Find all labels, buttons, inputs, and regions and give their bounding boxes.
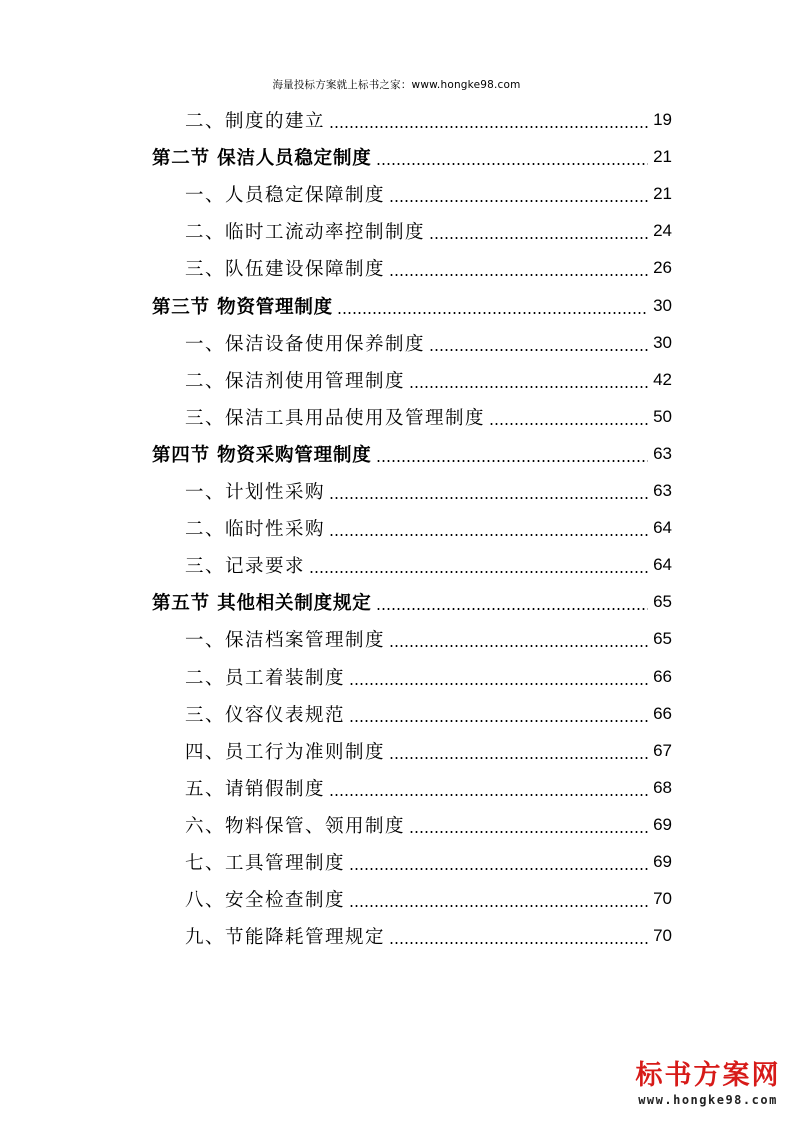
watermark-url: www.hongke98.com xyxy=(638,1093,778,1107)
toc-section-entry[interactable] xyxy=(0,436,672,472)
toc-subsection-entry[interactable] xyxy=(0,176,672,212)
toc-entry-title: 二、员工着装制度 xyxy=(185,667,346,689)
toc-entry-title: 二、制度的建立 xyxy=(185,111,326,132)
toc-subsection-entry[interactable] xyxy=(0,659,672,695)
toc-dot-leader xyxy=(389,183,648,205)
toc-dot-leader xyxy=(349,703,648,725)
toc-entry-title: 一、计划性采购 xyxy=(185,482,326,503)
toc-dot-leader xyxy=(376,146,648,168)
toc-entry-title: 三、仪容仪表规范 xyxy=(185,704,346,726)
toc-dot-leader xyxy=(389,740,648,762)
toc-subsection-entry[interactable] xyxy=(0,918,672,954)
toc-entry-page-number: 65 xyxy=(653,629,672,649)
toc-dot-leader xyxy=(349,666,648,688)
toc-entry-page-number: 24 xyxy=(653,221,672,241)
toc-subsection-entry[interactable] xyxy=(0,807,672,843)
toc-entry-page-number: 50 xyxy=(653,406,672,426)
toc-entry-title: 第四节 物资采购管理制度 xyxy=(152,444,372,466)
toc-entry-title: 七、工具管理制度 xyxy=(185,853,346,874)
toc-subsection-entry[interactable] xyxy=(0,213,672,249)
toc-subsection-entry[interactable] xyxy=(0,102,672,138)
watermark-logo xyxy=(633,1060,783,1108)
toc-dot-leader xyxy=(489,406,648,428)
toc-dot-leader xyxy=(429,220,648,242)
toc-subsection-entry[interactable] xyxy=(0,473,672,509)
toc-entry-title: 二、临时性采购 xyxy=(185,519,326,541)
toc-dot-leader xyxy=(389,925,648,947)
toc-entry-title: 五、请销假制度 xyxy=(185,778,326,800)
toc-entry-title: 六、物料保管、领用制度 xyxy=(185,815,406,837)
toc-dot-leader xyxy=(409,814,648,836)
toc-entry-title: 一、保洁设备使用保养制度 xyxy=(185,333,426,355)
toc-entry-page-number: 30 xyxy=(653,295,672,315)
toc-subsection-entry[interactable] xyxy=(0,696,672,732)
toc-entry-page-number: 66 xyxy=(653,666,672,686)
toc-dot-leader xyxy=(329,109,648,131)
toc-entry-page-number: 19 xyxy=(653,110,672,129)
toc-entry-page-number: 66 xyxy=(653,703,672,723)
toc-section-entry[interactable] xyxy=(0,584,672,620)
toc-entry-title: 三、记录要求 xyxy=(185,556,306,578)
toc-entry-title: 三、队伍建设保障制度 xyxy=(185,259,386,281)
toc-entry-title: 第三节 物资管理制度 xyxy=(152,296,333,318)
toc-entry-title: 一、保洁档案管理制度 xyxy=(185,630,386,652)
toc-dot-leader xyxy=(329,480,648,502)
toc-entry-title: 八、安全检查制度 xyxy=(185,890,346,912)
toc-subsection-entry[interactable] xyxy=(0,510,672,546)
toc-entry-title: 第五节 其他相关制度规定 xyxy=(152,593,372,615)
toc-entry-page-number: 21 xyxy=(653,184,672,204)
toc-subsection-entry[interactable] xyxy=(0,250,672,286)
toc-entry-title: 三、保洁工具用品使用及管理制度 xyxy=(185,407,486,429)
toc-entry-page-number: 63 xyxy=(653,481,672,500)
toc-entry-page-number: 64 xyxy=(653,518,672,538)
toc-dot-leader xyxy=(389,257,648,279)
toc-entry-title: 二、临时工流动率控制制度 xyxy=(185,222,426,244)
toc-section-entry[interactable] xyxy=(0,288,672,324)
toc-subsection-entry[interactable] xyxy=(0,844,672,880)
toc-entry-title: 九、节能降耗管理规定 xyxy=(185,927,386,949)
toc-subsection-entry[interactable] xyxy=(0,770,672,806)
toc-subsection-entry[interactable] xyxy=(0,362,672,398)
toc-entry-page-number: 64 xyxy=(653,555,672,575)
watermark-title: 标书方案网 xyxy=(635,1060,781,1091)
toc-dot-leader xyxy=(376,591,648,613)
toc-entry-page-number: 69 xyxy=(653,852,672,871)
toc-entry-page-number: 42 xyxy=(653,369,672,389)
toc-entry-title: 第二节 保洁人员稳定制度 xyxy=(152,148,372,170)
toc-entry-page-number: 67 xyxy=(653,740,672,760)
toc-subsection-entry[interactable] xyxy=(0,621,672,657)
toc-dot-leader xyxy=(309,554,648,576)
toc-entry-title: 二、保洁剂使用管理制度 xyxy=(185,370,406,392)
toc-entry-page-number: 70 xyxy=(653,926,672,946)
toc-dot-leader xyxy=(389,628,648,650)
toc-subsection-entry[interactable] xyxy=(0,399,672,435)
toc-entry-title: 四、员工行为准则制度 xyxy=(185,741,386,763)
toc-subsection-entry[interactable] xyxy=(0,547,672,583)
toc-entry-page-number: 65 xyxy=(653,592,672,612)
toc-dot-leader xyxy=(376,443,648,465)
toc-entry-page-number: 68 xyxy=(653,777,672,797)
toc-entry-page-number: 69 xyxy=(653,814,672,834)
toc-subsection-entry[interactable] xyxy=(0,325,672,361)
toc-subsection-entry[interactable] xyxy=(0,881,672,917)
toc-entry-page-number: 30 xyxy=(653,332,672,352)
toc-entry-page-number: 70 xyxy=(653,889,672,909)
toc-subsection-entry[interactable] xyxy=(0,733,672,769)
toc-entry-page-number: 21 xyxy=(653,147,672,167)
toc-entry-title: 一、人员稳定保障制度 xyxy=(185,185,386,207)
toc-entry-page-number: 26 xyxy=(653,258,672,278)
toc-entry-page-number: 63 xyxy=(653,443,672,463)
toc-dot-leader xyxy=(349,851,648,873)
toc-dot-leader xyxy=(337,295,648,317)
toc-dot-leader xyxy=(429,332,648,354)
toc-dot-leader xyxy=(329,777,648,799)
toc-section-entry[interactable] xyxy=(0,139,672,175)
toc-dot-leader xyxy=(349,888,648,910)
page-header: 海量投标方案就上标书之家：www.hongke98.com xyxy=(272,79,521,91)
toc-dot-leader xyxy=(409,369,648,391)
toc-dot-leader xyxy=(329,517,648,539)
